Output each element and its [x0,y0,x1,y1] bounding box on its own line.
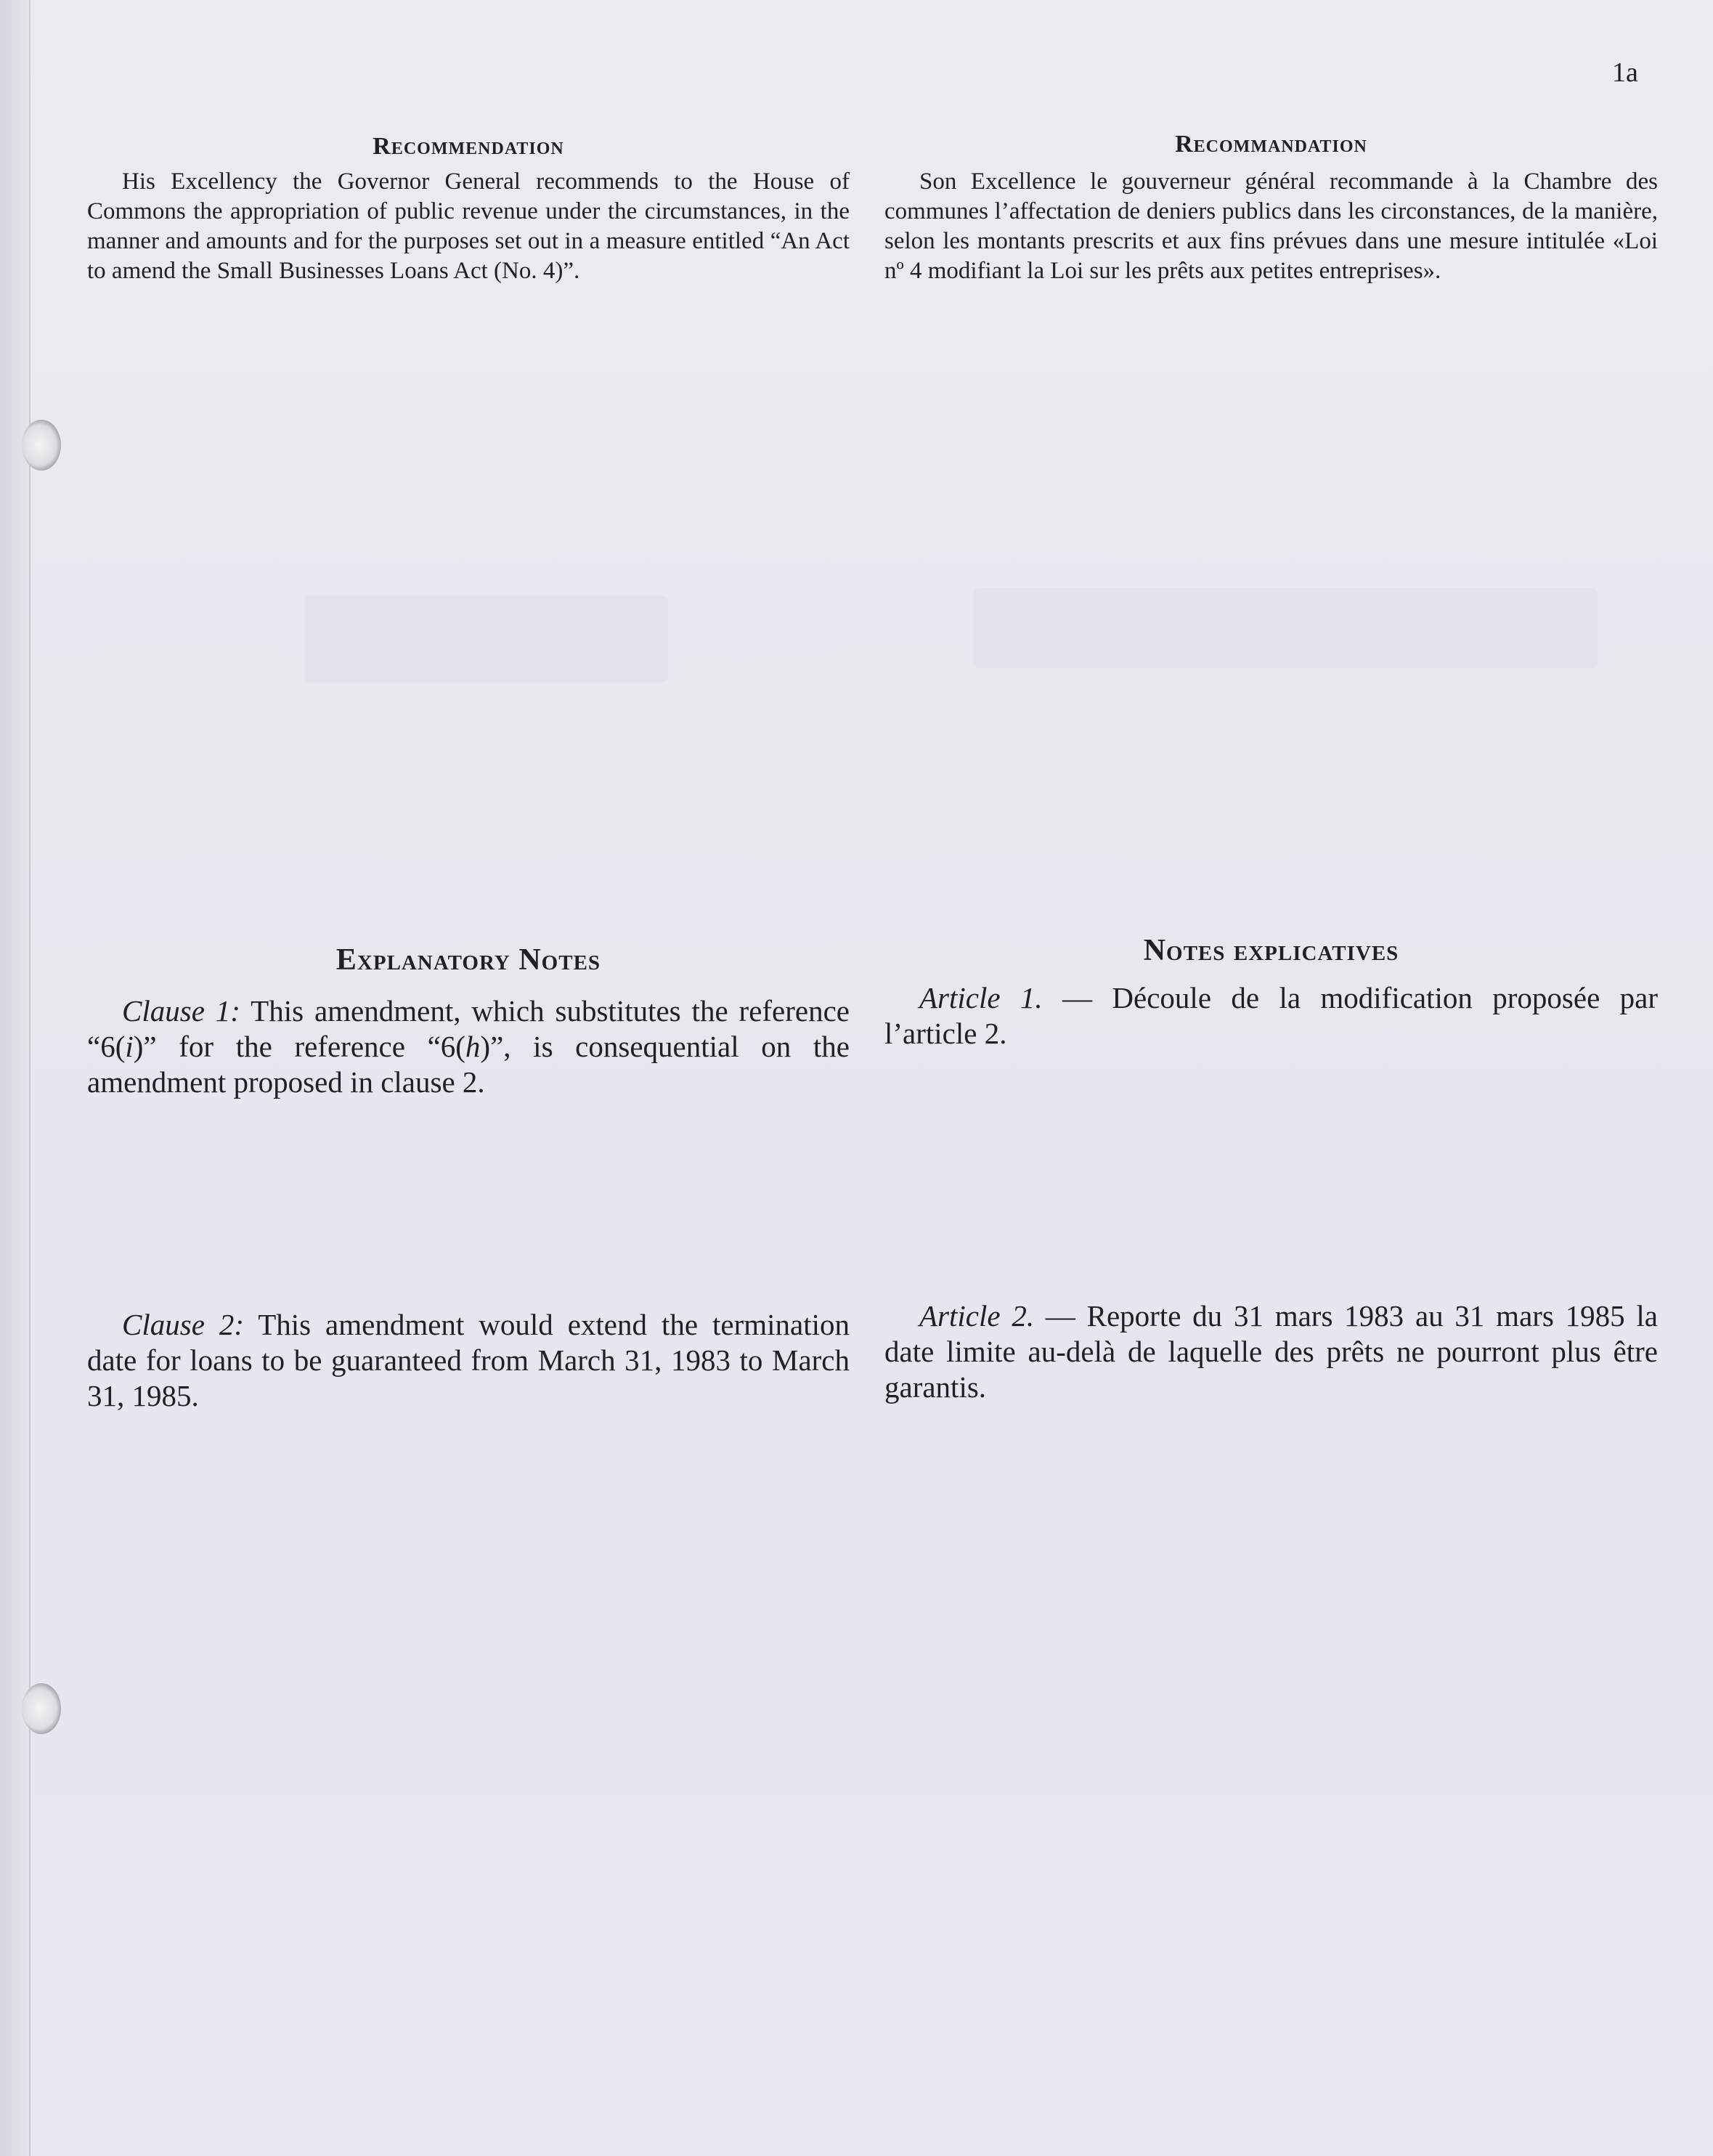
page-number: 1a [1612,57,1638,88]
article1-label: Article 1. [919,981,1043,1014]
clause1-text-part: )”, is consequential on the amendment proposed in clause 2. [87,1030,850,1099]
french-column [884,131,1658,158]
recommendation-text-fr: Son Excellence le gouverneur général recommande à la Chambre des communes l’affectation de deniers publics dans les circonstances, de la manière, selon les montants prescrits et aux fins prévues dans une mesure intitulée «Loi nº 4 modifiant la Loi sur les prêts aux petites entreprises». [884,168,1658,284]
article2-note-fr [884,1298,1658,1405]
clause1-ref-i: i [125,1030,134,1063]
clause1-text-part: This amendment, which substitutes the reference “6( [87,994,850,1063]
english-column [87,133,850,160]
show-through-shading [305,595,668,683]
article2-label: Article 2. [919,1299,1035,1333]
article2-text: — Reporte du 31 mars 1983 au 31 mars 1985 la date limite au-delà de laquelle des prêts ne pourront plus être garantis. [884,1299,1658,1404]
recommendation-heading-fr: Recommandation [1175,131,1367,158]
clause1-note-en [87,993,850,1100]
recommendation-block-en [87,167,850,286]
recommendation-heading-en: Recommendation [373,133,564,160]
binding-edge [0,0,30,2156]
punch-hole-bottom [22,1683,61,1734]
clause1-text-part: )” for the reference “6( [133,1030,465,1063]
clause1-label: Clause 1: [122,994,240,1028]
explanatory-notes-heading-block-fr [884,933,1658,968]
explanatory-notes-heading-block-en [87,943,850,977]
show-through-shading [973,588,1598,668]
explanatory-notes-heading-en: Explanatory Notes [335,943,601,977]
explanatory-notes-heading-fr: Notes explicatives [1143,934,1399,967]
article1-text: — Découle de la modification proposée par l’article 2. [884,981,1658,1050]
clause1-ref-h: h [465,1030,481,1063]
punch-hole-top [22,420,61,471]
clause2-block-en [87,1307,850,1414]
clause2-note-en [87,1307,850,1414]
article1-block-fr [884,980,1658,1051]
clause2-label: Clause 2: [122,1308,244,1341]
clause2-text: This amendment would extend the termination date for loans to be guaranteed from March 31, 1983 to March 31, 1985. [87,1308,850,1412]
recommendation-block-fr [884,167,1658,286]
article1-note-fr [884,980,1658,1051]
clause1-block-en [87,993,850,1100]
article2-block-fr [884,1298,1658,1405]
recommendation-text-en: His Excellency the Governor General recommends to the House of Commons the appropriation of public revenue under the circumstances, in the manner and amounts and for the purposes set out in a measure entitled “An Act to amend the Small Businesses Loans Act (No. 4)”. [87,168,850,284]
